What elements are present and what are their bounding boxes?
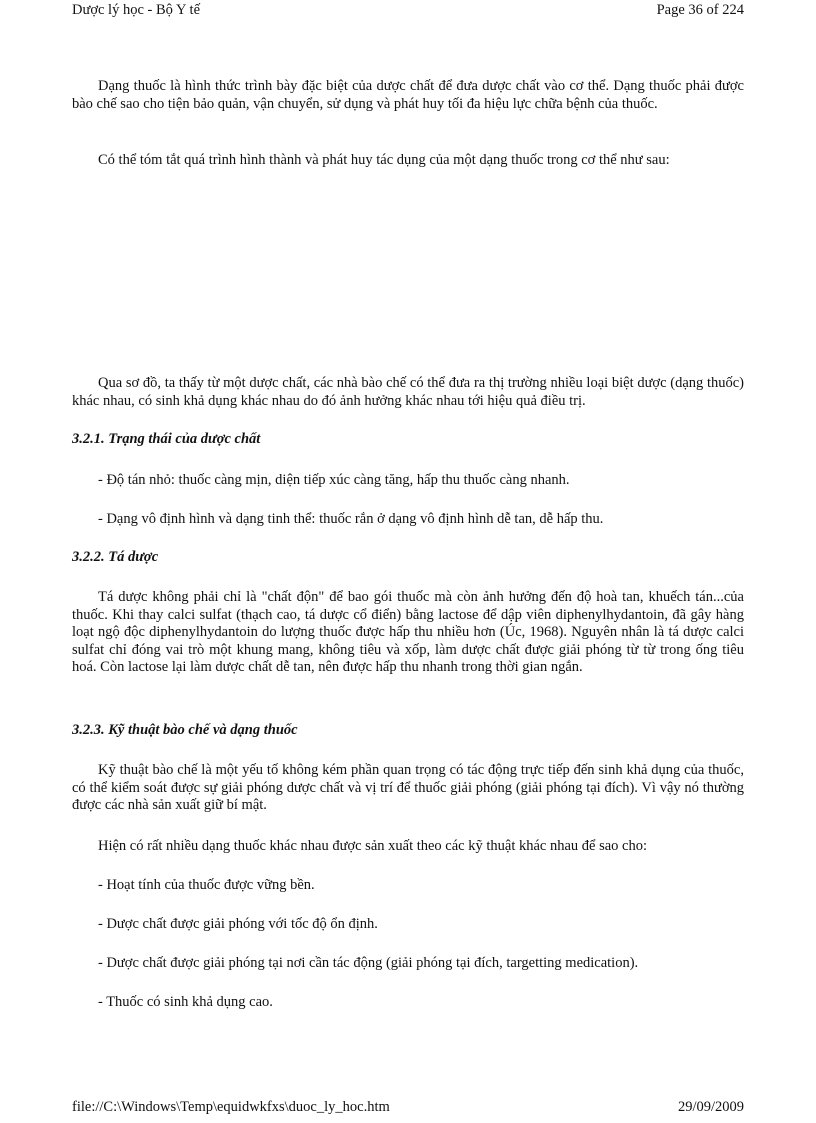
section-323-bullet-3: - Dược chất được giải phóng tại nơi cần tác động (giải phóng tại đích, targetting medication). — [98, 955, 639, 971]
section-323-bullet-4: - Thuốc có sinh khả dụng cao. — [98, 994, 273, 1010]
section-323-bullet-1: - Hoạt tính của thuốc được vững bền. — [98, 877, 315, 893]
header-title: Dược lý học - Bộ Y tế — [72, 2, 201, 18]
diagram-placeholder — [72, 185, 744, 360]
after-diagram-paragraph: Qua sơ đồ, ta thấy từ một dược chất, các nhà bào chế có thể đưa ra thị trường nhiều loại biệt dược (dạng thuốc) khác nhau, có sinh khả dụng khác nhau do đó ảnh hưởng khác nhau tới hiệu quả điều trị. — [72, 375, 744, 409]
section-323-title: 3.2.3. Kỹ thuật bào chế và dạng thuốc — [72, 722, 298, 738]
intro-paragraph-1: Dạng thuốc là hình thức trình bày đặc biệt của dược chất để đưa dược chất vào cơ thể. Dạng thuốc phải được bào chế sao cho tiện bảo quản, vận chuyển, sử dụng và phát huy tối đa hiệu lực chữa bệnh của thuốc. — [72, 78, 744, 112]
section-322-title: 3.2.2. Tá dược — [72, 549, 159, 565]
intro-paragraph-2: Có thể tóm tắt quá trình hình thành và phát huy tác dụng của một dạng thuốc trong cơ thể như sau: — [98, 152, 670, 168]
section-323-paragraph-1: Kỹ thuật bào chế là một yếu tố không kém phần quan trọng có tác động trực tiếp đến sinh khả dụng của thuốc, có thể kiểm soát được sự giải phóng dược chất và vị trí để thuốc giải phóng (giải phóng tại đích). Vì vậy nó thường được các nhà sản xuất giữ bí mật. — [72, 762, 744, 813]
section-323-paragraph-2: Hiện có rất nhiều dạng thuốc khác nhau được sản xuất theo các kỹ thuật khác nhau để sao cho: — [98, 838, 648, 854]
page-footer — [72, 1099, 744, 1119]
page-header — [72, 2, 744, 22]
section-323-bullet-2: - Dược chất được giải phóng với tốc độ ổn định. — [98, 916, 378, 932]
section-321-bullet-2: - Dạng vô định hình và dạng tinh thể: thuốc rắn ở dạng vô định hình dễ tan, dễ hấp thu. — [98, 511, 604, 527]
section-321-title: 3.2.1. Trạng thái của dược chất — [72, 431, 261, 447]
section-322-paragraph: Tá dược không phải chỉ là "chất độn" để bao gói thuốc mà còn ảnh hưởng đến độ hoà tan, khuếch tán...của thuốc. Khi thay calci sulfat (thạch cao, tá dược cổ điển) bằng lactose để dập viên diphenylhydantoin, đã gây hàng loạt ngộ độc diphenylhydantoin do lượng thuốc được hấp thu nhiều hơn (Úc, 1968). Nguyên nhân là tá dược calci sulfat chỉ đóng vai trò một khung mang, không tiêu và xốp, làm dược chất được giải phóng từ từ trong ống tiêu hoá. Còn lactose lại làm dược chất dễ tan, nên được hấp thu nhanh trong thời gian ngắn. — [72, 589, 744, 675]
section-321-bullet-1: - Độ tán nhỏ: thuốc càng mịn, diện tiếp xúc càng tăng, hấp thu thuốc càng nhanh. — [98, 472, 570, 488]
header-page-number: Page 36 of 224 — [656, 2, 744, 18]
footer-date: 29/09/2009 — [677, 1099, 744, 1115]
footer-file-path: file://C:\Windows\Temp\equidwkfxs\duoc_ly_hoc.htm — [72, 1099, 390, 1115]
